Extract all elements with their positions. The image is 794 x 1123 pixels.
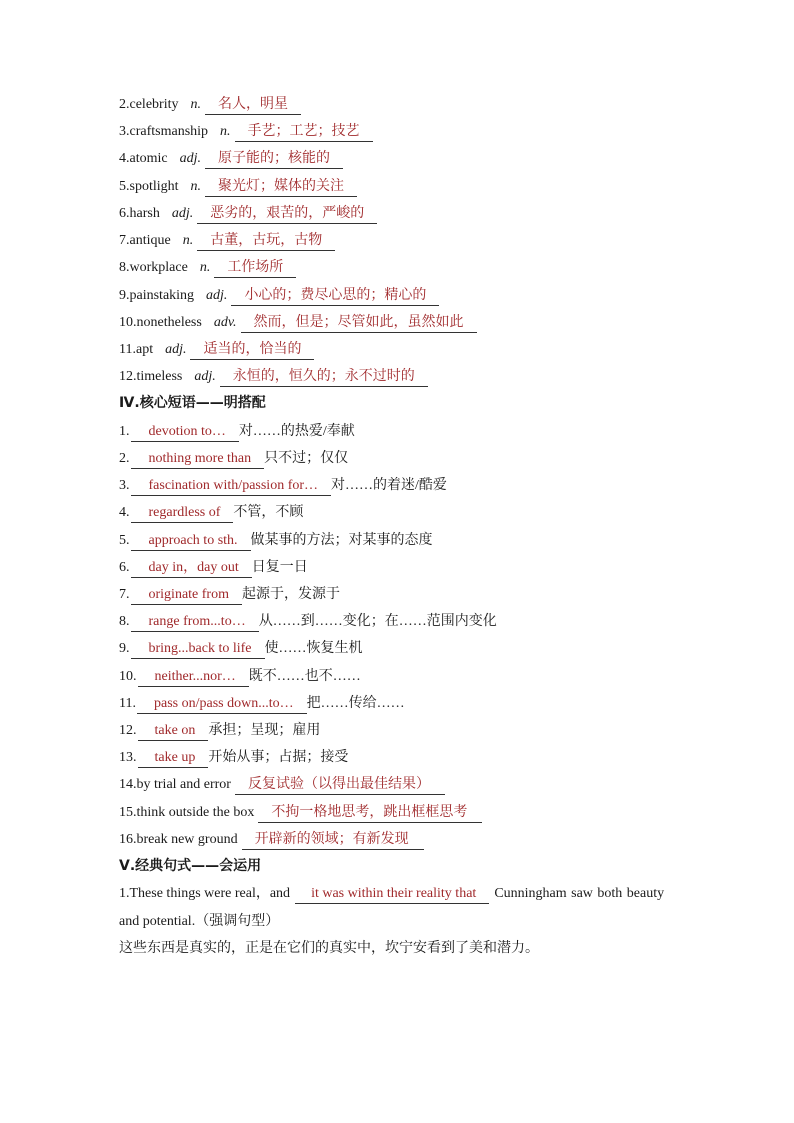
section-title: Ⅳ.核心短语——明搭配 xyxy=(119,395,266,412)
phrase-item xyxy=(119,527,719,554)
phrase-item xyxy=(119,663,719,690)
vocab-item xyxy=(119,227,719,254)
answer-blank: 开辟新的领域；有新发现 xyxy=(242,832,424,850)
phrase-item xyxy=(119,717,719,744)
answer-blank: neither...nor… xyxy=(138,669,249,687)
phrase-item xyxy=(119,554,719,581)
phrase-item xyxy=(119,418,719,445)
phrase-meaning: 承担；呈现；雇用 xyxy=(208,723,321,739)
item-number: 10. xyxy=(119,668,137,684)
item-number: 11. xyxy=(119,695,136,711)
vocab-item xyxy=(119,145,719,172)
vocab-item xyxy=(119,309,719,336)
item-number: 12. xyxy=(119,723,137,739)
item-number: 2. xyxy=(119,450,130,466)
answer-blank: take on xyxy=(138,723,209,741)
phrase-meaning: 既不……也不…… xyxy=(248,668,361,684)
answer-blank: pass on/pass down...to… xyxy=(137,696,307,714)
part-of-speech: adj. xyxy=(165,341,187,357)
vocab-word: 10.nonetheless xyxy=(119,314,202,330)
vocab-item xyxy=(119,200,719,227)
part-of-speech: n. xyxy=(190,97,201,112)
vocab-item xyxy=(119,254,719,281)
vocab-word: 12.timeless xyxy=(119,369,183,385)
phrase-item xyxy=(119,690,719,717)
part-of-speech: adv. xyxy=(213,314,237,330)
vocab-word: 4.atomic xyxy=(119,151,168,167)
section-heading-sentences xyxy=(119,853,719,880)
answer-blank: range from...to… xyxy=(131,614,259,632)
answer-blank: devotion to… xyxy=(131,424,239,442)
item-number: 6. xyxy=(119,559,130,575)
item-number: 1. xyxy=(119,423,130,439)
phrase-meaning: 做某事的方法；对某事的态度 xyxy=(250,532,433,548)
answer-blank: approach to sth. xyxy=(131,533,251,551)
expression-phrase: 15.think outside the box xyxy=(119,804,255,820)
item-number: 5. xyxy=(119,532,130,548)
answer-blank: 工作场所 xyxy=(214,260,296,278)
expression-item xyxy=(119,771,719,798)
item-number: 7. xyxy=(119,586,130,602)
phrase-meaning: 对……的着迷/酷爱 xyxy=(331,478,447,494)
vocab-item xyxy=(119,118,719,145)
section-title: Ⅴ.经典句式——会运用 xyxy=(119,858,262,875)
phrase-meaning: 日复一日 xyxy=(251,559,308,575)
answer-blank: fascination with/passion for… xyxy=(131,478,332,496)
sentence-line xyxy=(119,880,719,907)
phrase-meaning: 只不过；仅仅 xyxy=(264,450,349,466)
answer-blank: 手艺；工艺；技艺 xyxy=(235,124,373,142)
answer-blank: nothing more than xyxy=(131,451,265,469)
expression-phrase: 14.by trial and error xyxy=(119,777,231,793)
vocab-word: 8.workplace xyxy=(119,260,188,276)
answer-blank: 聚光灯；媒体的关注 xyxy=(205,179,357,197)
vocab-word: 6.harsh xyxy=(119,205,160,221)
vocab-word: 5.spotlight xyxy=(119,178,179,194)
vocab-word: 2.celebrity xyxy=(119,97,179,112)
vocab-word: 3.craftsmanship xyxy=(119,124,209,140)
sentence-continuation-line xyxy=(119,908,719,935)
part-of-speech: adj. xyxy=(171,205,194,221)
vocab-word: 11.apt xyxy=(119,341,154,357)
phrase-meaning: 把……传给…… xyxy=(306,695,405,711)
answer-blank: bring...back to life xyxy=(131,641,265,659)
vocab-item xyxy=(119,91,719,118)
phrase-item xyxy=(119,635,719,662)
vocab-word: 9.painstaking xyxy=(119,287,195,303)
expression-item xyxy=(119,826,719,853)
phrase-item xyxy=(119,472,719,499)
section-heading-phrases xyxy=(119,390,719,417)
sentence-lead: 1.These things were real，and xyxy=(119,886,291,902)
worksheet-content xyxy=(119,91,719,962)
phrase-meaning: 不管，不顾 xyxy=(233,505,304,521)
sentence-continuation: and potential.（强调句型） xyxy=(119,913,280,929)
answer-blank: take up xyxy=(138,750,209,768)
part-of-speech: n. xyxy=(199,260,211,276)
answer-blank: 名人，明星 xyxy=(205,97,301,115)
item-number: 9. xyxy=(119,641,130,657)
vocab-item xyxy=(119,336,719,363)
part-of-speech: n. xyxy=(220,124,231,140)
item-number: 4. xyxy=(119,505,130,521)
phrase-item xyxy=(119,608,719,635)
phrase-meaning: 使……恢复生机 xyxy=(264,641,363,657)
answer-blank: 古董，古玩，古物 xyxy=(197,233,335,251)
sentence-translation: 这些东西是真实的，正是在它们的真实中，坎宁安看到了美和潜力。 xyxy=(119,940,539,956)
part-of-speech: n. xyxy=(182,233,194,249)
item-number: 3. xyxy=(119,478,130,494)
answer-blank: originate from xyxy=(131,587,242,605)
phrase-item xyxy=(119,581,719,608)
answer-blank: regardless of xyxy=(131,505,234,523)
phrase-meaning: 开始从事；占据；接受 xyxy=(208,750,349,766)
answer-blank: 恶劣的，艰苦的，严峻的 xyxy=(197,206,377,224)
vocab-word: 7.antique xyxy=(119,233,171,249)
expression-phrase: 16.break new ground xyxy=(119,831,238,847)
answer-blank: it was within their reality that xyxy=(295,886,489,904)
phrase-meaning: 对……的热爱/奉献 xyxy=(238,423,355,439)
translation-line xyxy=(119,935,719,962)
part-of-speech: adj. xyxy=(179,151,201,167)
part-of-speech: adj. xyxy=(206,287,228,303)
sentence-tail: Cunningham saw both beauty xyxy=(494,886,665,902)
phrase-item xyxy=(119,445,719,472)
answer-blank: 原子能的；核能的 xyxy=(205,151,343,169)
vocab-item xyxy=(119,363,719,390)
answer-blank: 永恒的，恒久的；永不过时的 xyxy=(220,369,428,387)
vocab-item xyxy=(119,282,719,309)
item-number: 13. xyxy=(119,750,137,766)
answer-blank: day in，day out xyxy=(131,560,252,578)
answer-blank: 反复试验（以得出最佳结果） xyxy=(235,777,445,795)
phrase-item xyxy=(119,499,719,526)
vocab-item xyxy=(119,173,719,200)
item-number: 8. xyxy=(119,614,130,630)
expression-item xyxy=(119,799,719,826)
phrase-meaning: 从……到……变化；在……范围内变化 xyxy=(258,614,497,630)
answer-blank: 适当的，恰当的 xyxy=(190,342,314,360)
answer-blank: 小心的；费尽心思的；精心的 xyxy=(231,288,439,306)
answer-blank: 不拘一格地思考，跳出框框思考 xyxy=(258,805,482,823)
answer-blank: 然而，但是；尽管如此，虽然如此 xyxy=(241,315,477,333)
phrase-item xyxy=(119,744,719,771)
phrase-meaning: 起源于，发源于 xyxy=(241,586,340,602)
part-of-speech: adj. xyxy=(194,369,216,385)
part-of-speech: n. xyxy=(190,178,202,194)
